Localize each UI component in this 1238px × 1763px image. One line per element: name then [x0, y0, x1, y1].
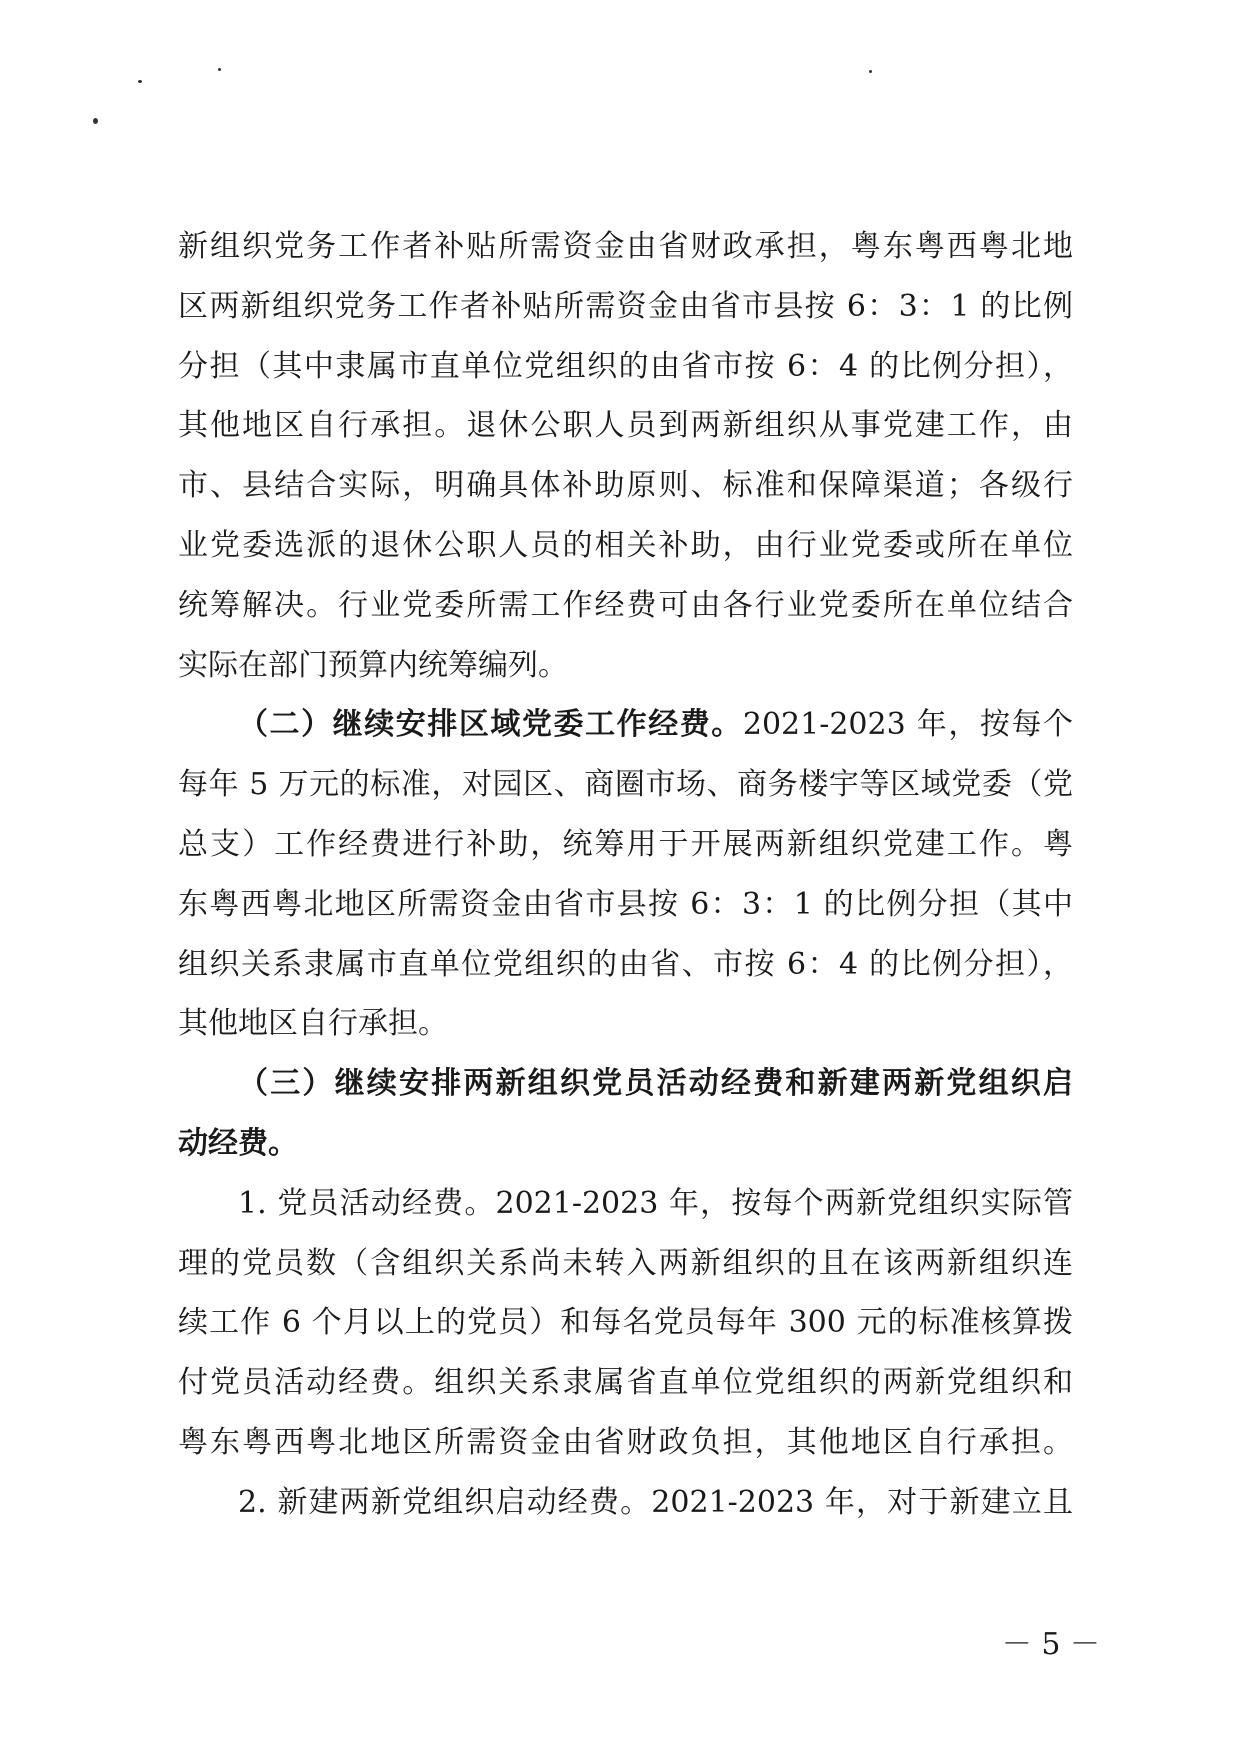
text-line: [178, 695, 1073, 755]
text-line: 统筹解决。行业党委所需工作经费可由各行业党委所在单位结合: [178, 587, 1073, 623]
text-line: 新组织党务工作者补贴所需资金由省财政承担，粤东粤西粤北地: [178, 229, 1073, 264]
section-heading: 动经费。: [178, 1125, 298, 1161]
text-line: 区两新组织党务工作者补贴所需资金由省市县按 6：3：1 的比例: [178, 288, 1073, 324]
section-heading: （二）继续安排区域党委工作经费。: [238, 707, 743, 743]
text-line: 业党委选派的退休公职人员的相关补助，由行业党委或所在单位: [178, 527, 1073, 563]
text-line: 总支）工作经费进行补助，统筹用于开展两新组织党建工作。粤: [178, 826, 1073, 862]
text-line: 市、县结合实际，明确具体补助原则、标准和保障渠道；各级行: [178, 468, 1073, 504]
scan-speck: [218, 68, 221, 71]
text-line: 其他地区自行承担。退休公职人员到两新组织从事党建工作，由: [178, 408, 1073, 444]
text-line: 付党员活动经费。组织关系隶属省直单位党组织的两新党组织和: [178, 1365, 1073, 1401]
text-line: 2. 新建两新党组织启动经费。2021-2023 年，对于新建立且: [238, 1484, 1073, 1520]
page-number: － 5 －: [1001, 1627, 1100, 1662]
text-line: 分担（其中隶属市直单位党组织的由省市按 6：4 的比例分担），: [178, 348, 1073, 384]
text-line: 粤东粤西粤北地区所需资金由省财政负担，其他地区自行承担。: [178, 1424, 1073, 1460]
text-line: 1. 党员活动经费。2021-2023 年，按每个两新党组织实际管: [238, 1185, 1073, 1221]
body-text: [178, 217, 1073, 1533]
scan-speck: [93, 118, 98, 124]
section-heading: （三）继续安排两新组织党员活动经费和新建两新党组织启: [238, 1066, 1073, 1102]
scan-speck: [138, 80, 142, 83]
text-line: 续工作 6 个月以上的党员）和每名党员每年 300 元的标准核算拨: [178, 1305, 1073, 1341]
text-line: 其他地区自行承担。: [178, 1006, 448, 1042]
scan-speck: [869, 70, 872, 73]
text-line: 实际在部门预算内统筹编列。: [178, 647, 568, 683]
text-run: 2021-2023 年，按每个: [742, 707, 1073, 743]
text-line: 东粤西粤北地区所需资金由省市县按 6：3：1 的比例分担（其中: [178, 886, 1073, 922]
text-line: 组织关系隶属市直单位党组织的由省、市按 6：4 的比例分担），: [178, 946, 1073, 982]
text-line: 每年 5 万元的标准，对园区、商圈市场、商务楼宇等区域党委（党: [178, 767, 1073, 803]
text-line: 理的党员数（含组织关系尚未转入两新组织的且在该两新组织连: [178, 1245, 1073, 1281]
